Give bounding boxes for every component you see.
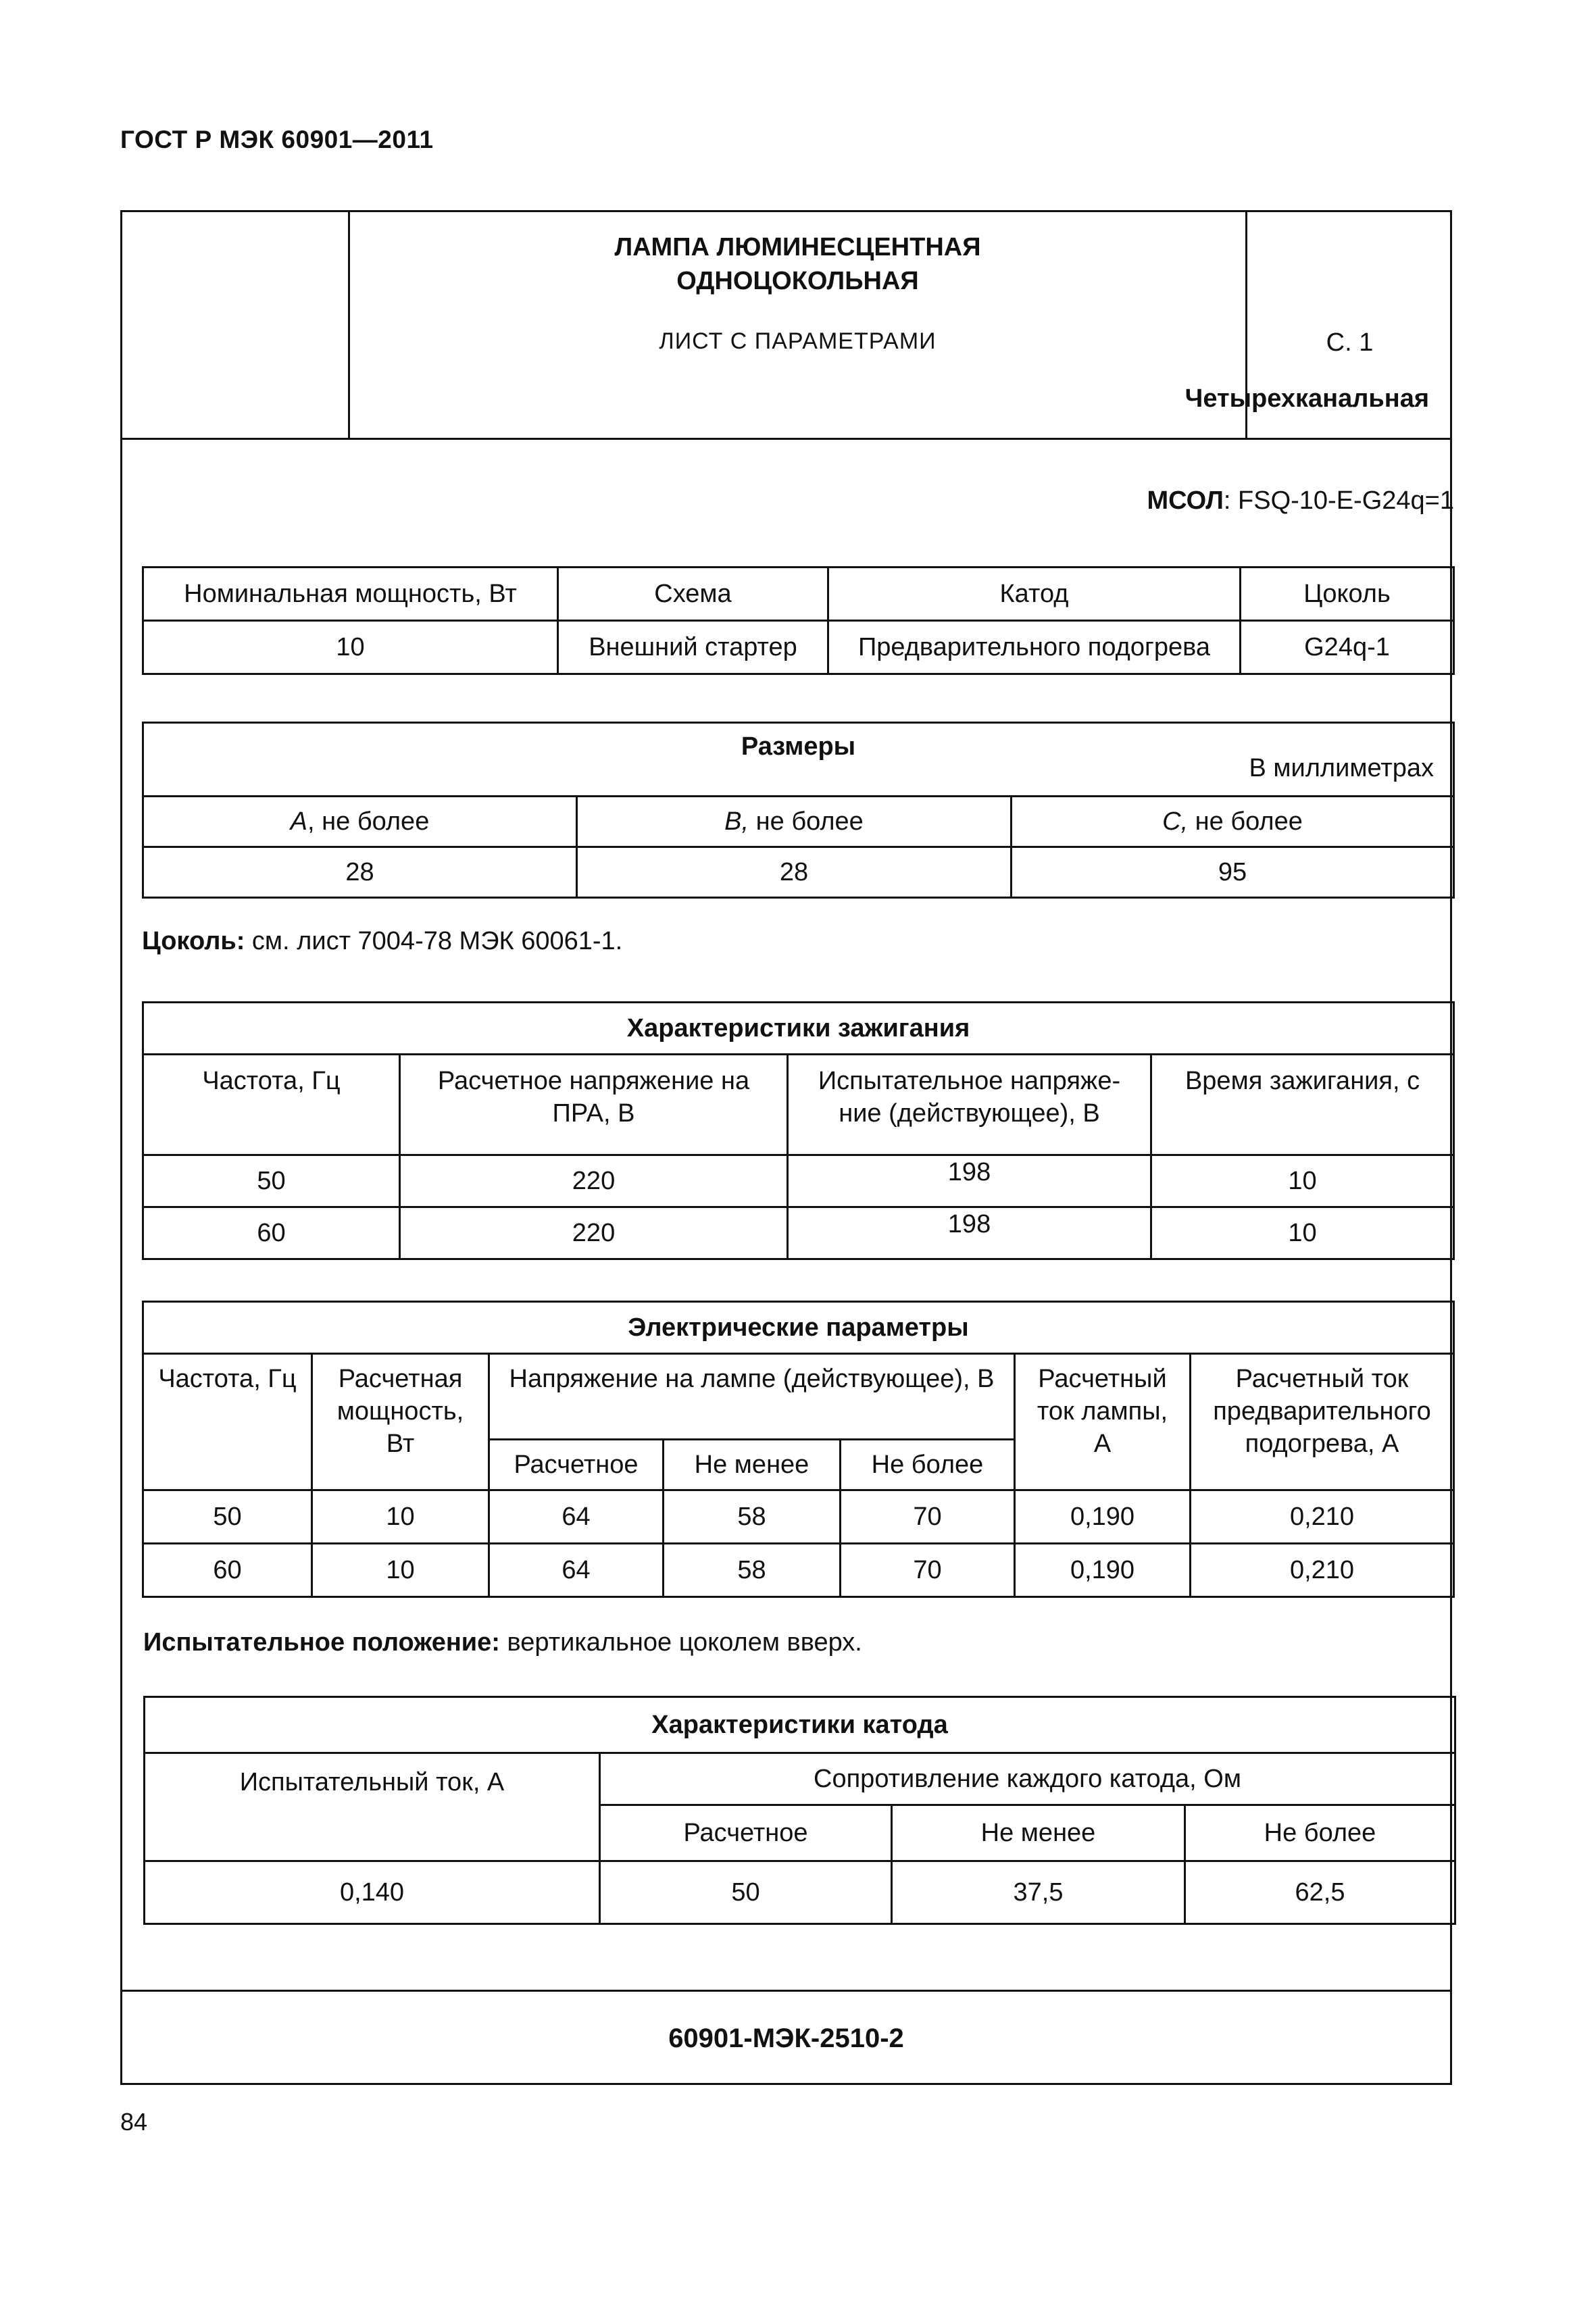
table-cell: 10 (143, 621, 558, 674)
table-cell: 58 (664, 1490, 841, 1544)
table-cell: 28 (577, 847, 1012, 898)
title-block-left-cell (120, 210, 350, 438)
table-cell: 28 (143, 847, 577, 898)
table-row (143, 1490, 1454, 1544)
electrical-title: Электрические параметры (143, 1302, 1454, 1354)
header-cell: Расчетный ток предварительного подогрева, А (1191, 1354, 1454, 1490)
table-row (143, 1003, 1454, 1055)
header-cell: Не более (1185, 1805, 1455, 1861)
cap-note-text: см. лист 7004-78 МЭК 60061-1. (245, 927, 623, 955)
test-position-label: Испытательное положение: (143, 1628, 500, 1657)
table-cell: 95 (1012, 847, 1454, 898)
table-cell: 50 (600, 1861, 892, 1924)
table-row (143, 1302, 1454, 1354)
dimensions-title: Размеры (741, 732, 856, 761)
table-cell: 37,5 (892, 1861, 1185, 1924)
header-cell (577, 797, 1012, 847)
header-cell: Расчетное напряжение на ПРА, В (400, 1055, 788, 1155)
test-position-text: вертикальное цоколем вверх. (499, 1628, 862, 1657)
table-cell: 220 (400, 1155, 788, 1207)
table-row (143, 797, 1454, 847)
ignition-title: Характеристики зажигания (143, 1003, 1454, 1055)
header-cell: Испытательное напряже-ние (действующее), В (788, 1055, 1151, 1155)
lamp-title-line1: ЛАМПА ЛЮМИНЕСЦЕНТНАЯ (614, 233, 981, 261)
header-cell (143, 797, 577, 847)
dimensions-header (143, 723, 1454, 797)
table-row (143, 1207, 1454, 1259)
msol-label: МСОЛ (1147, 486, 1224, 515)
test-position-note (143, 1628, 862, 1657)
title-block (120, 210, 1452, 440)
table-cell: 0,190 (1015, 1544, 1191, 1597)
header-cell: Расчетный ток лампы, А (1015, 1354, 1191, 1490)
table-cell: 10 (312, 1490, 489, 1544)
sheet-code: 60901-МЭК-2510-2 (668, 2023, 904, 2053)
table-cell: 62,5 (1185, 1861, 1455, 1924)
electrical-table (142, 1301, 1455, 1598)
table-row (143, 1354, 1454, 1440)
table-cell: 198 (788, 1155, 1151, 1207)
dimensions-table (142, 722, 1455, 899)
header-cell: Испытательный ток, А (145, 1753, 600, 1861)
table-cell: 10 (1151, 1155, 1454, 1207)
header-cell (1012, 797, 1454, 847)
header-cell: Не более (841, 1440, 1015, 1490)
header-cell: Частота, Гц (143, 1354, 312, 1490)
table-cell: 64 (489, 1544, 664, 1597)
table-cell: 50 (143, 1490, 312, 1544)
ignition-table (142, 1001, 1455, 1260)
table-cell: 10 (312, 1544, 489, 1597)
table-cell: Внешний стартер (558, 621, 828, 674)
table-cell: 0,140 (145, 1861, 600, 1924)
table-cell: 70 (841, 1490, 1015, 1544)
dim-var-a: A (290, 807, 308, 836)
dim-var-b: B, (724, 807, 749, 836)
page-number: 84 (120, 2108, 148, 2136)
dimensions-unit: В миллиметрах (1249, 754, 1434, 782)
table-row (143, 723, 1454, 797)
cap-note (142, 927, 622, 956)
header-cell: Номинальная мощность, Вт (143, 568, 558, 621)
table-cell: 0,210 (1191, 1544, 1454, 1597)
header-cell: Расчетная мощность, Вт (312, 1354, 489, 1490)
title-block-right-cell (1245, 210, 1450, 438)
table-row (143, 847, 1454, 898)
sheet-label: ЛИСТ С ПАРАМЕТРАМИ (659, 328, 937, 354)
table-cell: 220 (400, 1207, 788, 1259)
table-cell: 50 (143, 1155, 400, 1207)
table-cell: 70 (841, 1544, 1015, 1597)
table-row (145, 1861, 1455, 1924)
header-cell: Катод (828, 568, 1241, 621)
cathode-table (143, 1696, 1456, 1925)
table-cell: 0,210 (1191, 1490, 1454, 1544)
header-cell: Частота, Гц (143, 1055, 400, 1155)
table-cell: 198 (788, 1207, 1151, 1259)
sheet-page: С. 1 (1326, 328, 1374, 357)
dim-label: , не более (307, 807, 430, 836)
table-cell: 60 (143, 1207, 400, 1259)
dim-label: не более (749, 807, 864, 836)
table-cell: 64 (489, 1490, 664, 1544)
table-row (143, 1155, 1454, 1207)
table-row (143, 621, 1454, 674)
table-cell: 10 (1151, 1207, 1454, 1259)
table-row (143, 1544, 1454, 1597)
document-header: ГОСТ Р МЭК 60901—2011 (120, 126, 434, 153)
lamp-title-line2: ОДНОЦОКОЛЬНАЯ (676, 267, 919, 295)
cap-note-label: Цоколь: (142, 927, 245, 955)
table-cell: 58 (664, 1544, 841, 1597)
dim-label: не более (1188, 807, 1303, 836)
table-cell: G24q-1 (1241, 621, 1454, 674)
header-cell: Время зажигания, с (1151, 1055, 1454, 1155)
footer-divider (120, 1990, 1452, 1992)
table-row (143, 1055, 1454, 1155)
header-cell: Напряжение на лампе (действующее), В (489, 1354, 1015, 1440)
header-cell: Сопротивление каждого катода, Ом (600, 1753, 1455, 1805)
lamp-title (350, 230, 1245, 298)
header-cell: Расчетное (489, 1440, 664, 1490)
msol-value: : FSQ-10-E-G24q=1 (1223, 486, 1454, 515)
header-cell: Расчетное (600, 1805, 892, 1861)
header-cell: Цоколь (1241, 568, 1454, 621)
cathode-title: Характеристики катода (145, 1697, 1455, 1753)
table-row (143, 568, 1454, 621)
table-cell: 0,190 (1015, 1490, 1191, 1544)
table-row (145, 1753, 1455, 1805)
msol-designation (1147, 486, 1454, 515)
table-cell: Предварительного подогрева (828, 621, 1241, 674)
table-row (145, 1697, 1455, 1753)
header-cell: Схема (558, 568, 828, 621)
table-cell: 60 (143, 1544, 312, 1597)
dim-var-c: C, (1162, 807, 1189, 836)
lamp-type: Четырехканальная (1184, 384, 1429, 413)
header-cell: Не менее (664, 1440, 841, 1490)
header-cell: Не менее (892, 1805, 1185, 1861)
general-table (142, 566, 1455, 675)
